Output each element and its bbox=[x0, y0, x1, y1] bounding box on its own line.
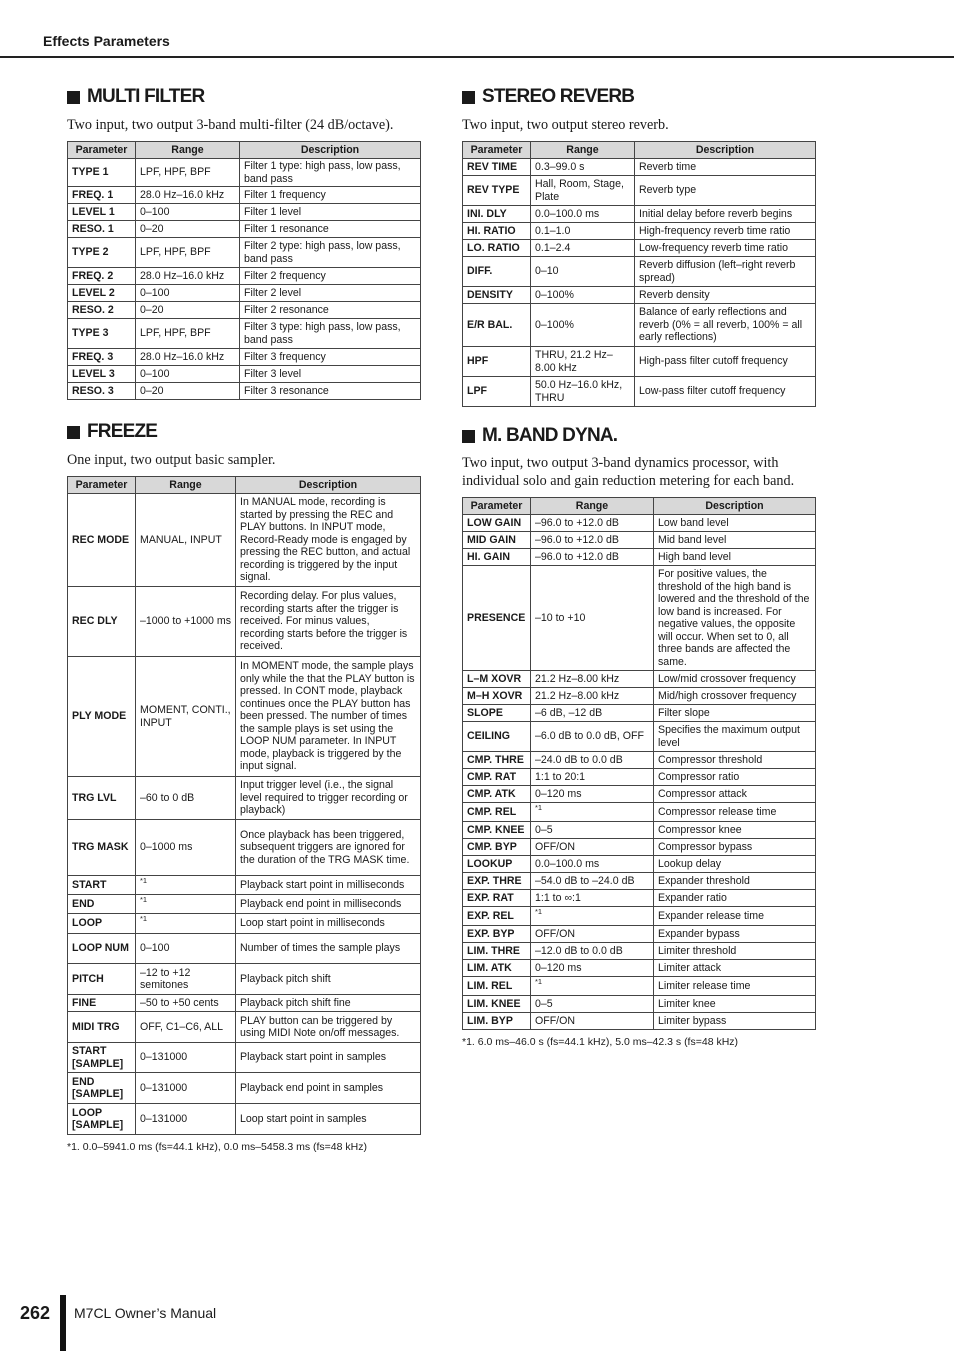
table-row bbox=[463, 549, 816, 566]
table-row bbox=[463, 722, 816, 752]
col-header-description: Description bbox=[240, 142, 421, 159]
table-row bbox=[68, 349, 421, 366]
range-cell: MANUAL, INPUT bbox=[136, 494, 236, 587]
col-header-description: Description bbox=[236, 477, 421, 494]
col-header-parameter: Parameter bbox=[463, 498, 531, 515]
param-cell: E/R BAL. bbox=[463, 304, 531, 347]
range-cell: 0–100 bbox=[136, 366, 240, 383]
table-row bbox=[463, 856, 816, 873]
description-cell: Filter 1 type: high pass, low pass, band pass bbox=[240, 159, 421, 187]
param-cell: SLOPE bbox=[463, 705, 531, 722]
table-row bbox=[68, 1104, 421, 1135]
param-cell: LO. RATIO bbox=[463, 240, 531, 257]
param-cell: LEVEL 2 bbox=[68, 285, 136, 302]
range-cell: 0–10 bbox=[531, 257, 635, 287]
param-cell: PLY MODE bbox=[68, 657, 136, 777]
param-cell: REV TIME bbox=[463, 159, 531, 176]
table-row bbox=[68, 383, 421, 400]
description-cell: Compressor attack bbox=[654, 786, 816, 803]
table-row bbox=[68, 657, 421, 777]
table-row bbox=[463, 304, 816, 347]
param-cell: LIM. BYP bbox=[463, 1013, 531, 1030]
col-header-range: Range bbox=[531, 142, 635, 159]
range-cell: 0.1–1.0 bbox=[531, 223, 635, 240]
section-description: Two input, two output 3-band multi-filter (24 dB/octave). bbox=[67, 117, 394, 133]
description-cell: Expander release time bbox=[654, 907, 816, 926]
col-header-description: Description bbox=[654, 498, 816, 515]
param-cell: TRG MASK bbox=[68, 820, 136, 876]
range-cell: 28.0 Hz–16.0 kHz bbox=[136, 349, 240, 366]
range-cell: 0–120 ms bbox=[531, 960, 654, 977]
description-cell: Expander threshold bbox=[654, 873, 816, 890]
table-row bbox=[463, 566, 816, 671]
footnote: *1. 6.0 ms–46.0 s (fs=44.1 kHz), 5.0 ms–42.3 s (fs=48 kHz) bbox=[462, 1036, 739, 1048]
table-row bbox=[68, 285, 421, 302]
description-cell: Playback end point in milliseconds bbox=[236, 895, 421, 914]
description-cell: Limiter bypass bbox=[654, 1013, 816, 1030]
col-header-description: Description bbox=[635, 142, 816, 159]
description-cell: Number of times the sample plays bbox=[236, 934, 421, 964]
description-cell: Filter 1 level bbox=[240, 204, 421, 221]
description-cell: Filter 1 resonance bbox=[240, 221, 421, 238]
description-cell: Input trigger level (i.e., the signal level required to trigger recording or playback) bbox=[236, 777, 421, 820]
range-cell: 0–20 bbox=[136, 221, 240, 238]
range-cell: 50.0 Hz–16.0 kHz, THRU bbox=[531, 377, 635, 407]
description-cell: Filter 2 resonance bbox=[240, 302, 421, 319]
table-row bbox=[68, 268, 421, 285]
param-cell: PITCH bbox=[68, 964, 136, 995]
table-row bbox=[463, 515, 816, 532]
description-cell: Mid/high crossover frequency bbox=[654, 688, 816, 705]
square-bullet-icon bbox=[462, 91, 475, 104]
description-cell: Recording delay. For plus values, recording starts after the trigger is received. For minus values, recording starts before the trigger is received. bbox=[236, 587, 421, 657]
range-cell: –12 to +12 semitones bbox=[136, 964, 236, 995]
range-cell: 0–120 ms bbox=[531, 786, 654, 803]
description-cell: Filter 2 type: high pass, low pass, band pass bbox=[240, 238, 421, 268]
param-cell: EXP. THRE bbox=[463, 873, 531, 890]
table-row bbox=[68, 366, 421, 383]
table-row bbox=[68, 964, 421, 995]
description-cell: Reverb density bbox=[635, 287, 816, 304]
stereo-reverb-section bbox=[462, 86, 815, 407]
description-cell: Compressor bypass bbox=[654, 839, 816, 856]
description-cell: In MOMENT mode, the sample plays only while the that the PLAY button is pressed. In CONT mode, playback continues once the PLAY button has been pressed. The number of times the sample plays is set using the LOOP NUM parameter. In INPUT mode, playback is triggered by the input signal. bbox=[236, 657, 421, 777]
table-row bbox=[68, 494, 421, 587]
param-cell: DENSITY bbox=[463, 287, 531, 304]
description-cell: Filter 2 level bbox=[240, 285, 421, 302]
square-bullet-icon bbox=[67, 426, 80, 439]
param-cell: FINE bbox=[68, 995, 136, 1012]
param-cell: L–M XOVR bbox=[463, 671, 531, 688]
table-header-row bbox=[68, 477, 421, 494]
section-title: MULTI FILTER bbox=[67, 86, 420, 108]
range-cell: 0–20 bbox=[136, 383, 240, 400]
table-row bbox=[463, 671, 816, 688]
range-cell: –12.0 dB to 0.0 dB bbox=[531, 943, 654, 960]
table-row bbox=[68, 934, 421, 964]
param-cell: LEVEL 3 bbox=[68, 366, 136, 383]
description-cell: High-frequency reverb time ratio bbox=[635, 223, 816, 240]
param-cell: RESO. 2 bbox=[68, 302, 136, 319]
description-cell: Lookup delay bbox=[654, 856, 816, 873]
description-cell: Filter 3 type: high pass, low pass, band pass bbox=[240, 319, 421, 349]
range-cell: 1:1 to 20:1 bbox=[531, 769, 654, 786]
table-row bbox=[68, 914, 421, 934]
table-row bbox=[68, 895, 421, 914]
range-cell: 0–5 bbox=[531, 822, 654, 839]
param-cell: RESO. 3 bbox=[68, 383, 136, 400]
table-row bbox=[463, 257, 816, 287]
range-cell: 0–100 bbox=[136, 285, 240, 302]
param-cell: EXP. REL bbox=[463, 907, 531, 926]
table-header-row bbox=[68, 142, 421, 159]
col-header-range: Range bbox=[136, 477, 236, 494]
range-cell: –96.0 to +12.0 dB bbox=[531, 515, 654, 532]
param-cell: LOOP bbox=[68, 914, 136, 934]
square-bullet-icon bbox=[462, 430, 475, 443]
param-cell: HI. RATIO bbox=[463, 223, 531, 240]
description-cell: Filter 1 frequency bbox=[240, 187, 421, 204]
description-cell: Playback pitch shift fine bbox=[236, 995, 421, 1012]
square-bullet-icon bbox=[67, 91, 80, 104]
param-cell: LIM. THRE bbox=[463, 943, 531, 960]
description-cell: Mid band level bbox=[654, 532, 816, 549]
description-cell: Filter 3 resonance bbox=[240, 383, 421, 400]
param-cell: CMP. ATK bbox=[463, 786, 531, 803]
range-cell: Hall, Room, Stage, Plate bbox=[531, 176, 635, 206]
section-description: One input, two output basic sampler. bbox=[67, 452, 276, 468]
freeze-table bbox=[67, 476, 421, 1135]
description-cell: Filter 2 frequency bbox=[240, 268, 421, 285]
range-cell: 1:1 to ∞:1 bbox=[531, 890, 654, 907]
range-cell: 0.0–100.0 ms bbox=[531, 206, 635, 223]
range-cell: 0–1000 ms bbox=[136, 820, 236, 876]
description-cell: Playback start point in milliseconds bbox=[236, 876, 421, 895]
range-cell: 0–100 bbox=[136, 204, 240, 221]
table-header-row bbox=[463, 142, 816, 159]
param-cell: LEVEL 1 bbox=[68, 204, 136, 221]
table-row bbox=[68, 221, 421, 238]
description-cell: Limiter attack bbox=[654, 960, 816, 977]
description-cell: For positive values, the threshold of the high band is lowered and the threshold of the low band is increased. For negative values, the opposite will occur. When set to 0, all three bands are affected the same. bbox=[654, 566, 816, 671]
description-cell: Expander ratio bbox=[654, 890, 816, 907]
range-cell: *1 bbox=[136, 914, 236, 934]
table-row bbox=[68, 1073, 421, 1104]
range-cell: *1 bbox=[531, 977, 654, 996]
table-row bbox=[463, 1013, 816, 1030]
table-row bbox=[463, 803, 816, 822]
param-cell: CMP. RAT bbox=[463, 769, 531, 786]
description-cell: High-pass filter cutoff frequency bbox=[635, 347, 816, 377]
param-cell: M–H XOVR bbox=[463, 688, 531, 705]
description-cell: Loop start point in samples bbox=[236, 1104, 421, 1135]
description-cell: Playback start point in samples bbox=[236, 1043, 421, 1073]
multi-filter-section bbox=[67, 86, 420, 400]
col-header-parameter: Parameter bbox=[68, 142, 136, 159]
param-cell: EXP. RAT bbox=[463, 890, 531, 907]
range-cell: 0–131000 bbox=[136, 1104, 236, 1135]
description-cell: Limiter threshold bbox=[654, 943, 816, 960]
section-title: STEREO REVERB bbox=[462, 86, 815, 108]
col-header-parameter: Parameter bbox=[68, 477, 136, 494]
description-cell: Once playback has been triggered, subsequent triggers are ignored for the duration of the TRG MASK time. bbox=[236, 820, 421, 876]
range-cell: *1 bbox=[136, 876, 236, 895]
table-row bbox=[463, 688, 816, 705]
param-cell: FREQ. 2 bbox=[68, 268, 136, 285]
description-cell: Initial delay before reverb begins bbox=[635, 206, 816, 223]
description-cell: Compressor ratio bbox=[654, 769, 816, 786]
param-cell: MIDI TRG bbox=[68, 1012, 136, 1043]
description-cell: Reverb diffusion (left–right reverb spread) bbox=[635, 257, 816, 287]
param-cell: END bbox=[68, 895, 136, 914]
param-cell: HI. GAIN bbox=[463, 549, 531, 566]
range-cell: –24.0 dB to 0.0 dB bbox=[531, 752, 654, 769]
param-cell: DIFF. bbox=[463, 257, 531, 287]
range-cell: LPF, HPF, BPF bbox=[136, 159, 240, 187]
param-cell: LIM. REL bbox=[463, 977, 531, 996]
range-cell: LPF, HPF, BPF bbox=[136, 238, 240, 268]
param-cell: REV TYPE bbox=[463, 176, 531, 206]
range-cell: 0–100% bbox=[531, 304, 635, 347]
param-cell: PRESENCE bbox=[463, 566, 531, 671]
range-cell: 0–131000 bbox=[136, 1043, 236, 1073]
range-cell: MOMENT, CONTI., INPUT bbox=[136, 657, 236, 777]
param-cell: TYPE 3 bbox=[68, 319, 136, 349]
description-cell: Filter 3 level bbox=[240, 366, 421, 383]
range-cell: OFF/ON bbox=[531, 839, 654, 856]
description-cell: Balance of early reflections and reverb (0% = all reverb, 100% = all early reflections) bbox=[635, 304, 816, 347]
range-cell: –60 to 0 dB bbox=[136, 777, 236, 820]
param-cell: EXP. BYP bbox=[463, 926, 531, 943]
table-row bbox=[463, 240, 816, 257]
col-header-range: Range bbox=[531, 498, 654, 515]
description-cell: Reverb type bbox=[635, 176, 816, 206]
param-cell: START bbox=[68, 876, 136, 895]
param-cell: LOOP NUM bbox=[68, 934, 136, 964]
description-cell: Low-pass filter cutoff frequency bbox=[635, 377, 816, 407]
table-row bbox=[463, 223, 816, 240]
description-cell: Low-frequency reverb time ratio bbox=[635, 240, 816, 257]
table-row bbox=[68, 1012, 421, 1043]
range-cell: –54.0 dB to –24.0 dB bbox=[531, 873, 654, 890]
range-cell: 0–100 bbox=[136, 934, 236, 964]
range-cell: 0–20 bbox=[136, 302, 240, 319]
table-row bbox=[463, 769, 816, 786]
header-rule bbox=[0, 56, 954, 58]
description-cell: Reverb time bbox=[635, 159, 816, 176]
table-row bbox=[463, 907, 816, 926]
range-cell: 0–131000 bbox=[136, 1073, 236, 1104]
range-cell: LPF, HPF, BPF bbox=[136, 319, 240, 349]
table-row bbox=[68, 1043, 421, 1073]
param-cell: CMP. BYP bbox=[463, 839, 531, 856]
range-cell: –96.0 to +12.0 dB bbox=[531, 549, 654, 566]
table-row bbox=[463, 839, 816, 856]
table-row bbox=[68, 820, 421, 876]
param-cell: TYPE 2 bbox=[68, 238, 136, 268]
section-title: M. BAND DYNA. bbox=[462, 425, 815, 447]
param-cell: END [SAMPLE] bbox=[68, 1073, 136, 1104]
table-row bbox=[463, 176, 816, 206]
range-cell: THRU, 21.2 Hz–8.00 kHz bbox=[531, 347, 635, 377]
range-cell: *1 bbox=[531, 803, 654, 822]
table-header-row bbox=[463, 498, 816, 515]
description-cell: Compressor threshold bbox=[654, 752, 816, 769]
param-cell: CMP. KNEE bbox=[463, 822, 531, 839]
table-row bbox=[463, 822, 816, 839]
table-row bbox=[463, 926, 816, 943]
param-cell: TRG LVL bbox=[68, 777, 136, 820]
param-cell: FREQ. 3 bbox=[68, 349, 136, 366]
description-cell: Loop start point in milliseconds bbox=[236, 914, 421, 934]
range-cell: 28.0 Hz–16.0 kHz bbox=[136, 268, 240, 285]
description-cell: Playback end point in samples bbox=[236, 1073, 421, 1104]
range-cell: –6.0 dB to 0.0 dB, OFF bbox=[531, 722, 654, 752]
table-row bbox=[463, 206, 816, 223]
table-row bbox=[68, 302, 421, 319]
param-cell: RESO. 1 bbox=[68, 221, 136, 238]
range-cell: 0–5 bbox=[531, 996, 654, 1013]
table-row bbox=[463, 159, 816, 176]
range-cell: OFF/ON bbox=[531, 926, 654, 943]
stereo-reverb-table bbox=[462, 141, 816, 407]
table-row bbox=[463, 890, 816, 907]
description-cell: PLAY button can be triggered by using MIDI Note on/off messages. bbox=[236, 1012, 421, 1043]
table-row bbox=[463, 347, 816, 377]
table-row bbox=[463, 705, 816, 722]
table-row bbox=[68, 995, 421, 1012]
table-row bbox=[68, 159, 421, 187]
range-cell: –1000 to +1000 ms bbox=[136, 587, 236, 657]
param-cell: LPF bbox=[463, 377, 531, 407]
description-cell: Low band level bbox=[654, 515, 816, 532]
param-cell: CMP. THRE bbox=[463, 752, 531, 769]
table-row bbox=[68, 319, 421, 349]
description-cell: Filter slope bbox=[654, 705, 816, 722]
param-cell: REC DLY bbox=[68, 587, 136, 657]
range-cell: OFF, C1–C6, ALL bbox=[136, 1012, 236, 1043]
table-row bbox=[68, 204, 421, 221]
range-cell: –10 to +10 bbox=[531, 566, 654, 671]
section-description: Two input, two output stereo reverb. bbox=[462, 117, 669, 133]
manual-title: M7CL Owner’s Manual bbox=[74, 1305, 217, 1321]
table-row bbox=[68, 876, 421, 895]
description-cell: Filter 3 frequency bbox=[240, 349, 421, 366]
param-cell: INI. DLY bbox=[463, 206, 531, 223]
page-header bbox=[0, 0, 954, 58]
description-cell: High band level bbox=[654, 549, 816, 566]
table-row bbox=[68, 238, 421, 268]
description-cell: Compressor knee bbox=[654, 822, 816, 839]
section-title: FREEZE bbox=[67, 421, 420, 443]
description-cell: Compressor release time bbox=[654, 803, 816, 822]
multi-filter-table bbox=[67, 141, 421, 400]
range-cell: 21.2 Hz–8.00 kHz bbox=[531, 671, 654, 688]
freeze-section bbox=[67, 421, 420, 1153]
description-cell: Limiter knee bbox=[654, 996, 816, 1013]
table-row bbox=[463, 287, 816, 304]
range-cell: *1 bbox=[531, 907, 654, 926]
table-row bbox=[463, 996, 816, 1013]
description-cell: Low/mid crossover frequency bbox=[654, 671, 816, 688]
band-dyna-table bbox=[462, 497, 816, 1030]
table-row bbox=[463, 752, 816, 769]
range-cell: 0.0–100.0 ms bbox=[531, 856, 654, 873]
table-row bbox=[68, 187, 421, 204]
table-row bbox=[68, 587, 421, 657]
table-row bbox=[463, 532, 816, 549]
range-cell: *1 bbox=[136, 895, 236, 914]
description-cell: Expander bypass bbox=[654, 926, 816, 943]
page-number-bar bbox=[60, 1295, 66, 1351]
param-cell: TYPE 1 bbox=[68, 159, 136, 187]
param-cell: LOW GAIN bbox=[463, 515, 531, 532]
range-cell: 28.0 Hz–16.0 kHz bbox=[136, 187, 240, 204]
col-header-parameter: Parameter bbox=[463, 142, 531, 159]
param-cell: LOOKUP bbox=[463, 856, 531, 873]
table-row bbox=[463, 977, 816, 996]
range-cell: –96.0 to +12.0 dB bbox=[531, 532, 654, 549]
range-cell: 21.2 Hz–8.00 kHz bbox=[531, 688, 654, 705]
range-cell: 0–100% bbox=[531, 287, 635, 304]
page-number: 262 bbox=[20, 1303, 51, 1323]
col-header-range: Range bbox=[136, 142, 240, 159]
table-row bbox=[463, 786, 816, 803]
section-description: Two input, two output 3-band dynamics processor, with individual solo and gain reduction metering for each band. bbox=[462, 455, 795, 489]
table-row bbox=[463, 377, 816, 407]
table-row bbox=[68, 777, 421, 820]
band-dyna-section bbox=[462, 425, 815, 1048]
param-cell: CMP. REL bbox=[463, 803, 531, 822]
param-cell: LIM. KNEE bbox=[463, 996, 531, 1013]
range-cell: 0.1–2.4 bbox=[531, 240, 635, 257]
param-cell: LOOP [SAMPLE] bbox=[68, 1104, 136, 1135]
param-cell: MID GAIN bbox=[463, 532, 531, 549]
param-cell: FREQ. 1 bbox=[68, 187, 136, 204]
running-head: Effects Parameters bbox=[43, 33, 170, 49]
table-row bbox=[463, 960, 816, 977]
param-cell: HPF bbox=[463, 347, 531, 377]
param-cell: START [SAMPLE] bbox=[68, 1043, 136, 1073]
range-cell: OFF/ON bbox=[531, 1013, 654, 1030]
description-cell: In MANUAL mode, recording is started by pressing the REC and PLAY buttons. In INPUT mode, Record-Ready mode is engaged by pressing the REC button, and actual recording is triggered by the input signal. bbox=[236, 494, 421, 587]
footnote: *1. 0.0–5941.0 ms (fs=44.1 kHz), 0.0 ms–5458.3 ms (fs=48 kHz) bbox=[67, 1141, 367, 1153]
range-cell: –50 to +50 cents bbox=[136, 995, 236, 1012]
range-cell: –6 dB, –12 dB bbox=[531, 705, 654, 722]
description-cell: Playback pitch shift bbox=[236, 964, 421, 995]
param-cell: LIM. ATK bbox=[463, 960, 531, 977]
description-cell: Specifies the maximum output level bbox=[654, 722, 816, 752]
param-cell: CEILING bbox=[463, 722, 531, 752]
range-cell: 0.3–99.0 s bbox=[531, 159, 635, 176]
param-cell: REC MODE bbox=[68, 494, 136, 587]
description-cell: Limiter release time bbox=[654, 977, 816, 996]
table-row bbox=[463, 873, 816, 890]
table-row bbox=[463, 943, 816, 960]
